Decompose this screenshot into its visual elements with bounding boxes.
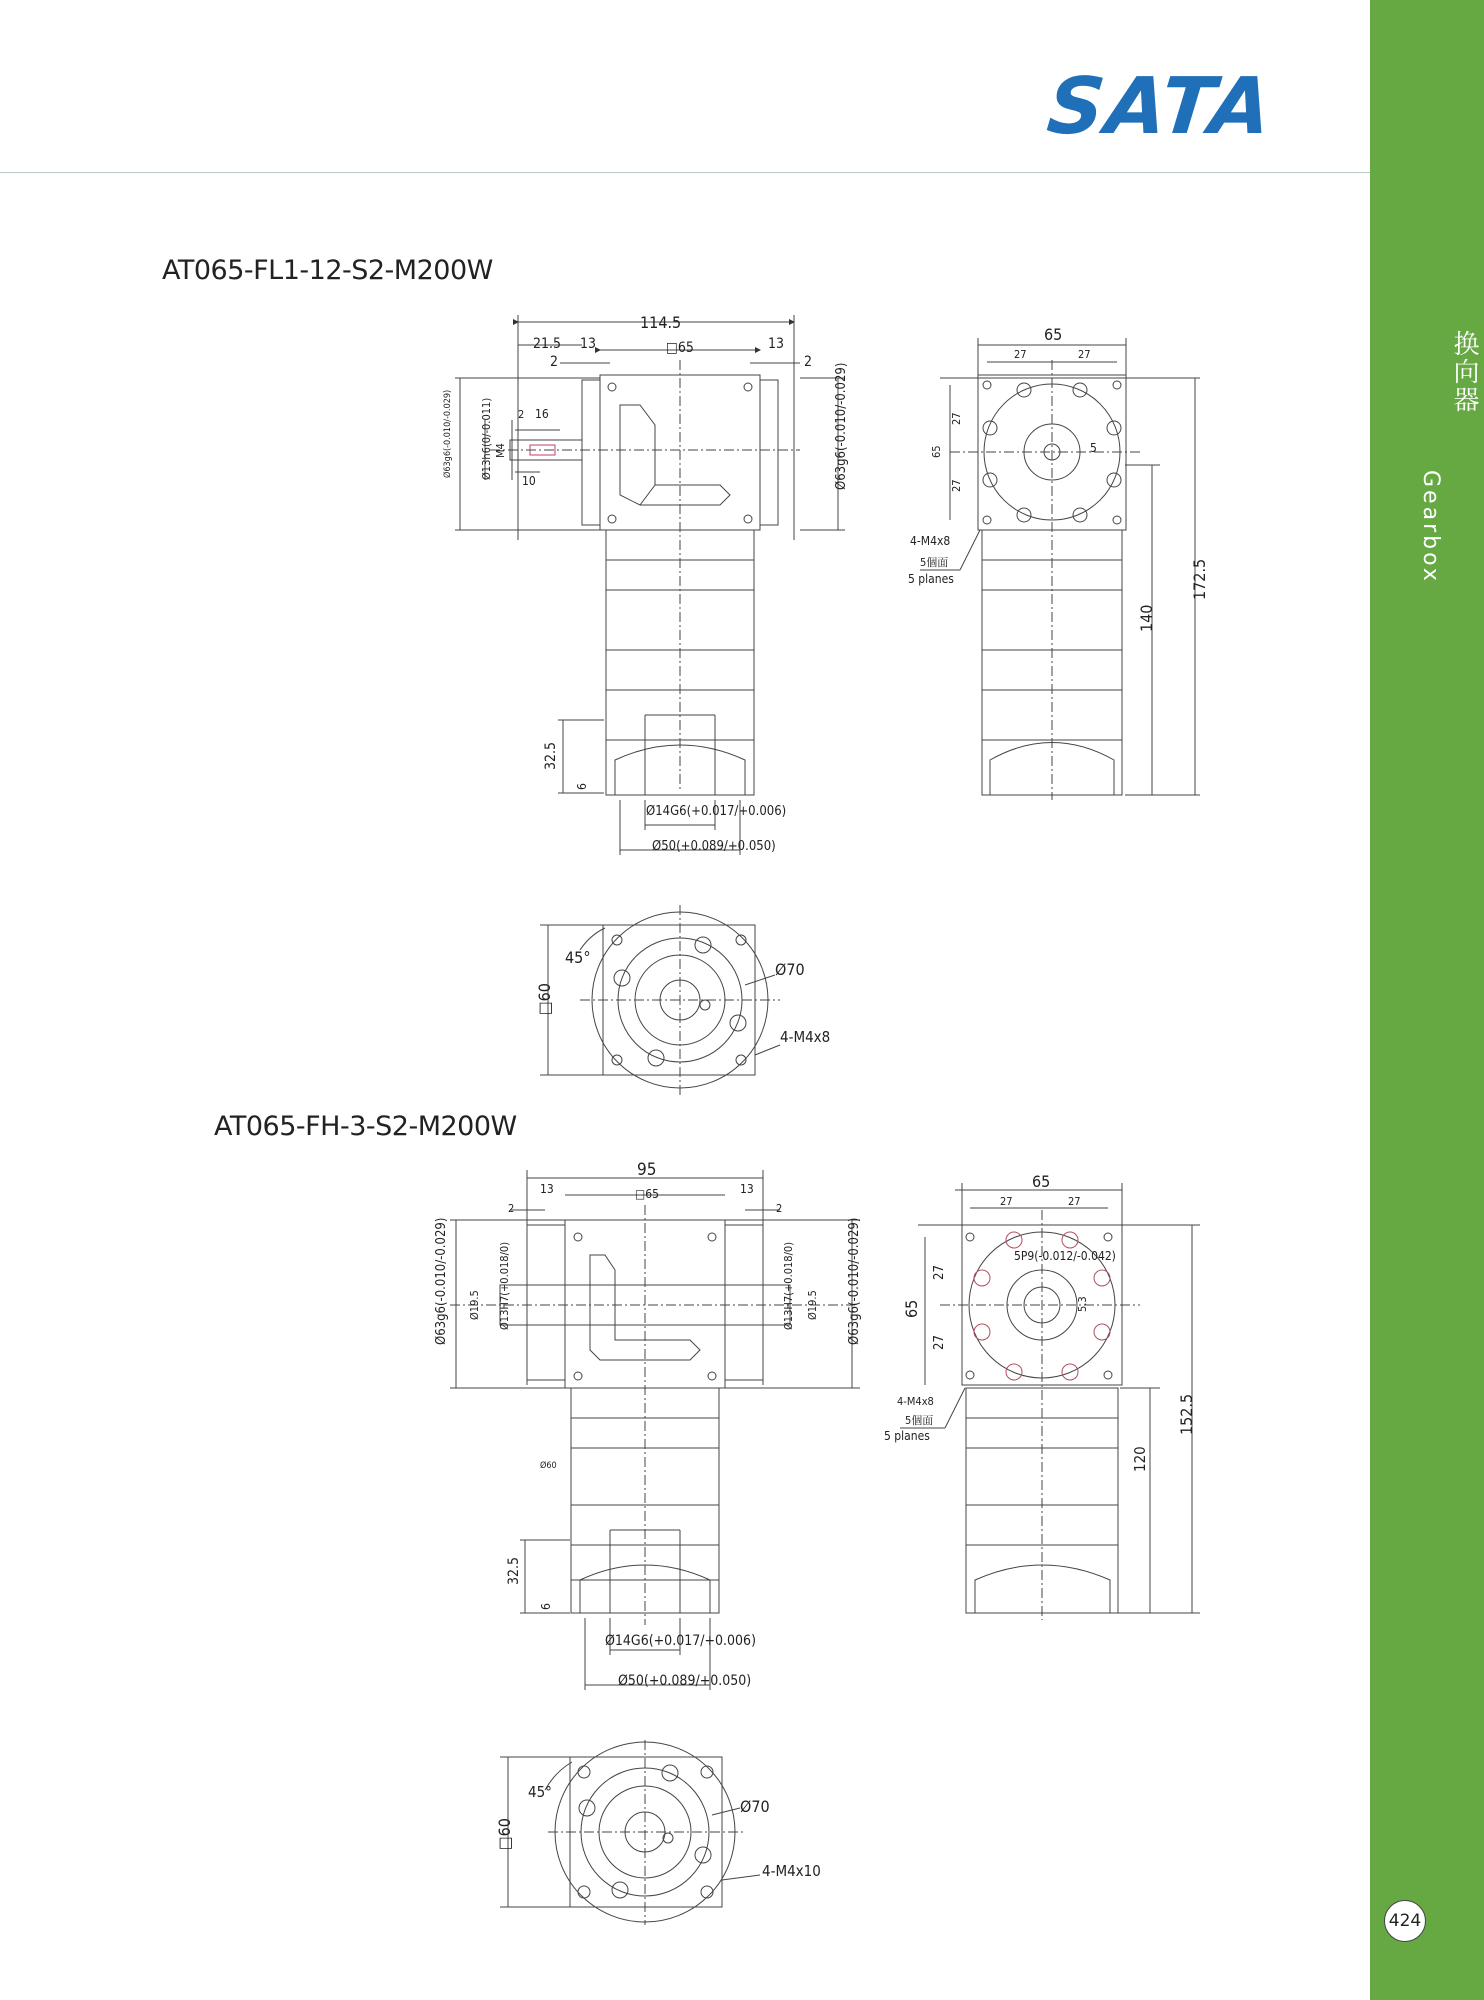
- p1-dim-key-len: 16: [535, 407, 549, 421]
- p1-side-pitch-b: 27: [1078, 348, 1091, 361]
- p1-side-v-a: 27: [950, 412, 963, 425]
- p2-side-v-a: 27: [932, 1265, 947, 1280]
- p2-side-pitch-a: 27: [1000, 1195, 1013, 1208]
- p2-dim-hole-left: Ø13H7(+0.018/0): [498, 1241, 511, 1330]
- model-title-1: AT065-FL1-12-S2-M200W: [162, 255, 493, 286]
- p2-bottom-pcd: Ø70: [740, 1797, 770, 1816]
- p1-dim-pilot-depth: 6: [575, 783, 589, 790]
- p1-side-view: [920, 338, 1200, 800]
- p1-dim-gap-right: 2: [804, 354, 813, 370]
- p2-dim-output-pilot: Ø50(+0.089/+0.050): [618, 1673, 752, 1689]
- p2-holes: 4-M4x8: [897, 1395, 934, 1408]
- p1-dim-gap-left: 2: [550, 354, 559, 370]
- p2-dim-step-right: Ø19.5: [806, 1290, 819, 1320]
- p2-dim-overall: 95: [637, 1160, 657, 1180]
- p1-bottom-view: [540, 905, 780, 1095]
- model-title-2: AT065-FH-3-S2-M200W: [214, 1111, 517, 1142]
- p2-side-width: 65: [1032, 1172, 1051, 1191]
- p1-bottom-holes: 4-M4x8: [780, 1028, 831, 1046]
- p2-front-view: [450, 1170, 860, 1690]
- p1-total-height: 172.5: [1190, 558, 1209, 600]
- p1-side-v-b: 27: [950, 479, 963, 492]
- p1-dim-flange-left: 13: [580, 336, 597, 352]
- p1-side-square: 65: [930, 445, 943, 458]
- p2-dim-flange-left: 13: [540, 1182, 554, 1196]
- p2-dim-gap-left: 2: [508, 1202, 515, 1215]
- p2-dim-gap-right: 2: [776, 1202, 783, 1215]
- p1-planes-en: 5 planes: [908, 572, 954, 586]
- p1-key-width: 5: [1090, 441, 1097, 455]
- p1-dim-shaft-dia: Ø13h6(0/-0.011): [480, 397, 493, 480]
- p1-dim-body: □65: [666, 340, 694, 356]
- p1-bottom-pcd: Ø70: [775, 960, 805, 979]
- p1-planes-cn: 5個面: [920, 556, 949, 569]
- p1-bottom-angle: 45°: [565, 948, 591, 967]
- p2-side-v-b: 27: [932, 1335, 947, 1350]
- p1-dim-thread: M4: [494, 443, 507, 458]
- p1-side-width: 65: [1044, 325, 1063, 344]
- p2-dim-bore-left: Ø63g6(-0.010/-0.029): [434, 1217, 449, 1345]
- p2-planes-en: 5 planes: [884, 1429, 930, 1443]
- p1-body-height: 140: [1137, 604, 1156, 632]
- p2-bottom-square: □60: [495, 1818, 514, 1850]
- p1-holes: 4-M4x8: [910, 534, 951, 548]
- sidebar: [1370, 0, 1484, 2000]
- p2-key-depth: 5.3: [1076, 1296, 1089, 1312]
- p2-dim-pilot-depth: 6: [539, 1603, 553, 1610]
- p1-dim-small-bore: Ø63g6(-0.010/-0.029): [443, 389, 453, 478]
- p1-dim-shaft-len: 10: [522, 474, 536, 488]
- p1-dim-output-bore: Ø14G6(+0.017/+0.006): [646, 804, 787, 819]
- p1-dim-key-edge: 2: [518, 408, 525, 421]
- p1-bottom-square: □60: [535, 983, 554, 1015]
- p2-side-square: 65: [902, 1299, 921, 1318]
- p2-dim-mid: Ø60: [540, 1461, 557, 1471]
- logo-text: SATA: [1043, 62, 1278, 152]
- p2-dim-pilot-height: 32.5: [506, 1556, 522, 1585]
- p1-front-view: [455, 315, 845, 855]
- p2-planes-cn: 5個面: [905, 1414, 934, 1427]
- p2-total-height: 152.5: [1177, 1393, 1196, 1435]
- p2-bottom-angle: 45°: [528, 1783, 552, 1801]
- p2-dim-output-bore: Ø14G6(+0.017/+0.006): [605, 1633, 756, 1649]
- p2-dim-bore-right: Ø63g6(-0.010/-0.029): [847, 1217, 862, 1345]
- page-number: 424: [1384, 1900, 1426, 1942]
- p2-key: 5P9(-0.012/-0.042): [1014, 1249, 1116, 1263]
- p2-side-pitch-b: 27: [1068, 1195, 1081, 1208]
- p1-dim-overall: 114.5: [640, 313, 682, 332]
- p1-dim-output-pilot: Ø50(+0.089/+0.050): [652, 839, 776, 854]
- p2-body-height: 120: [1131, 1446, 1149, 1472]
- p2-dim-flange-right: 13: [740, 1182, 754, 1196]
- p1-dim-flange-right: 13: [768, 336, 785, 352]
- p1-side-pitch-a: 27: [1014, 348, 1027, 361]
- p2-bottom-holes: 4-M4x10: [762, 1862, 821, 1880]
- sidebar-label-cn: 换向器: [1449, 330, 1479, 414]
- p2-dim-step-left: Ø19.5: [468, 1290, 481, 1320]
- p1-dim-left-offset: 21.5: [533, 336, 562, 352]
- p2-dim-body: □65: [635, 1187, 659, 1201]
- p2-dim-hole-right: Ø13H7(+0.018/0): [782, 1241, 795, 1330]
- p1-dim-pilot-height: 32.5: [543, 741, 559, 770]
- p1-dim-bore: Ø63g6(-0.010/-0.029): [834, 362, 849, 490]
- p2-bottom-view: [500, 1740, 760, 1925]
- sidebar-label-en: Gearbox: [1418, 470, 1443, 584]
